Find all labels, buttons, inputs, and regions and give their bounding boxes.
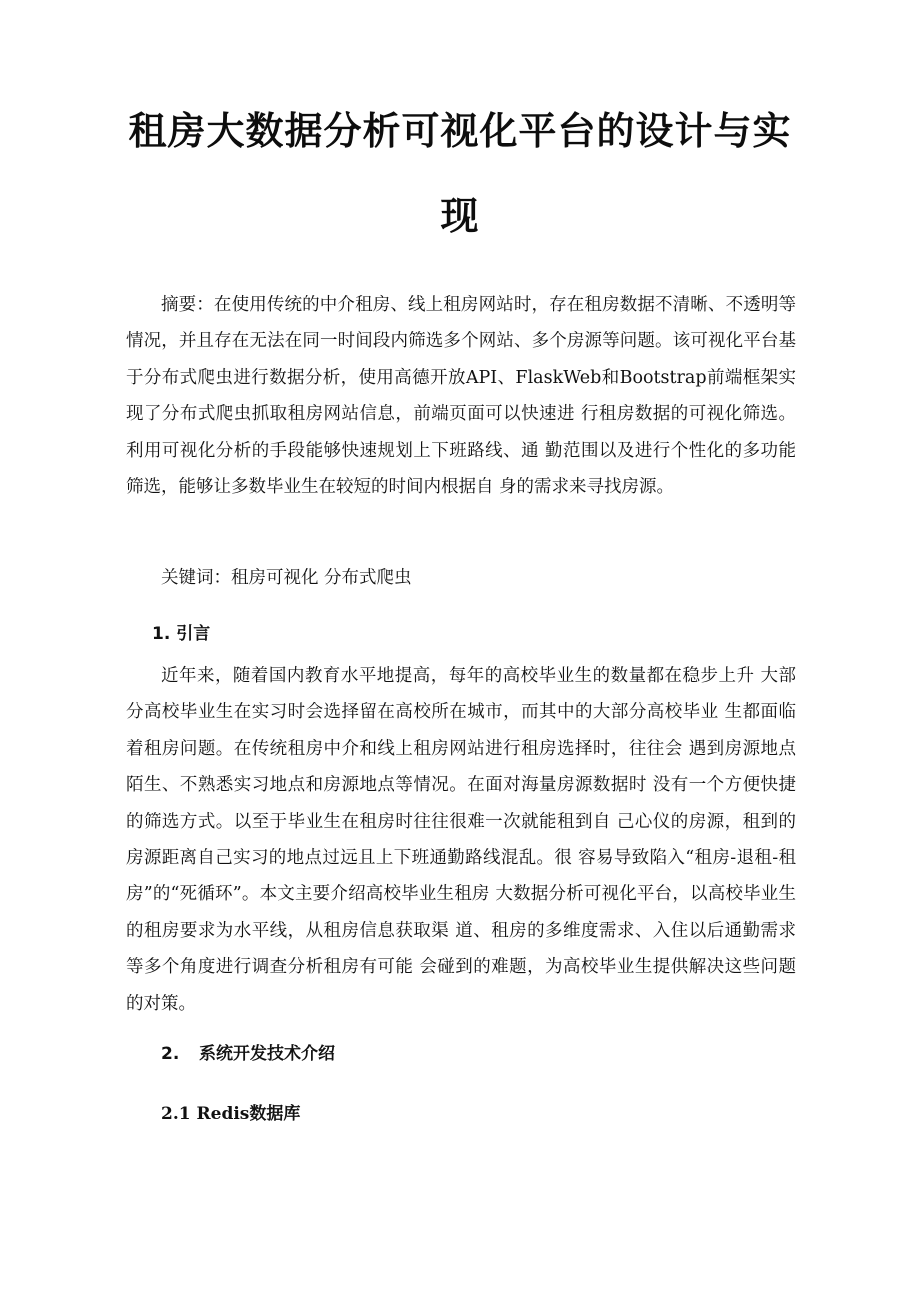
introduction-paragraph: 近年来，随着国内教育水平地提高，每年的高校毕业生的数量都在稳步上升 大部分高校毕业生在实习时会选择留在高校所在城市，而其中的大部分高校毕业 生都面临着租房问题。在传统租房中介和线上租房网站进行租房选择时，往往会 遇到房源地点陌生、不熟悉实习地点和房源地点等情况。在面对海量房源数据时 没有一个方便快捷的筛选方式。以至于毕业生在租房时往往很难一次就能租到自 己心仪的房源，租到的房源距离自己实习的地点过远且上下班通勤路线混乱。很 容易导致陷入“租房-退租-租房”的“死循环”。本文主要介绍高校毕业生租房 大数据分析可视化平台，以高校毕业生的租房要求为水平线，从租房信息获取渠 道、租房的多维度需求、入住以后通勤需求等多个角度进行调查分析租房有可能 会碰到的难题，为高校毕业生提供解决这些问题的对策。 [126,666,796,1014]
section-1-heading: 1. 引言 [152,624,211,644]
keywords-line: 关键词：租房可视化 分布式爬虫 [161,568,412,588]
section-2-1-heading: 2.1 Redis数据库 [161,1104,301,1124]
paper-title-line-1: 租房大数据分析可视化平台的设计与实 [128,109,792,153]
section-2-title: 系统开发技术介绍 [199,1044,335,1064]
paper-title-line-2: 现 [440,194,480,238]
abstract-paragraph: 摘要：在使用传统的中介租房、线上租房网站时，存在租房数据不清晰、不透明等情况，并且存在无法在同一时间段内筛选多个网站、多个房源等问题。该可视化平台基于分布式爬虫进行数据分析，使用高德开放API、FlaskWeb和Bootstrap前端框架实现了分布式爬虫抓取租房网站信息，前端页面可以快速进 行租房数据的可视化筛选。利用可视化分析的手段能够快速规划上下班路线、通 勤范围以及进行个性化的多功能筛选，能够让多数毕业生在较短的时间内根据自 身的需求来寻找房源。 [126,295,796,498]
section-2-heading [161,1039,335,1069]
section-2-number: 2. [161,1044,180,1064]
